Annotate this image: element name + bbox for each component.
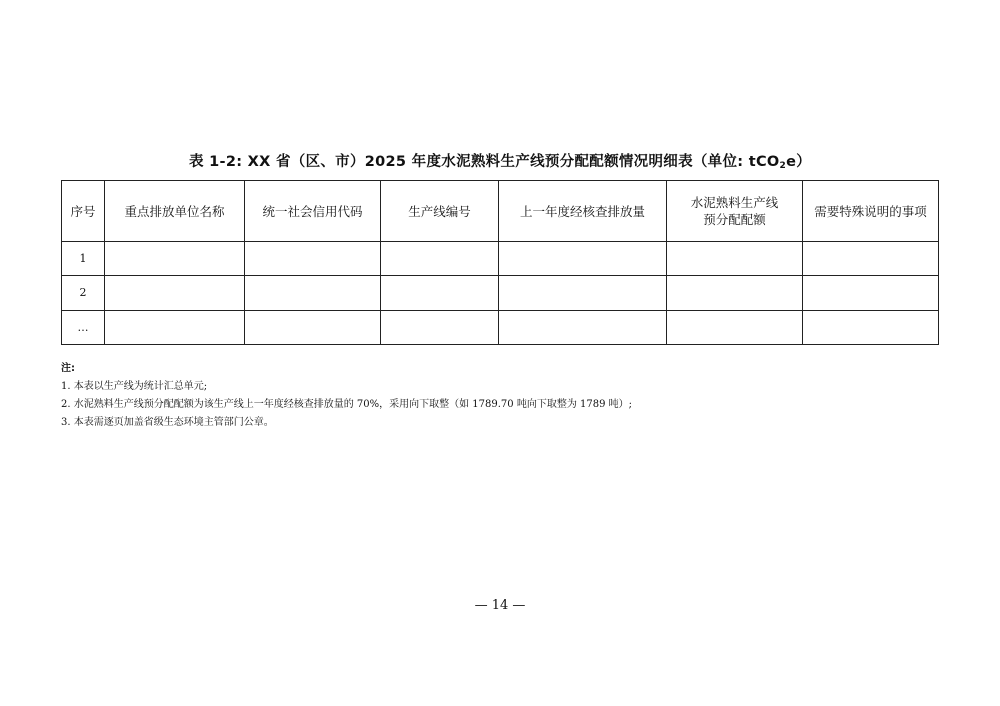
empty-cell — [245, 242, 381, 276]
empty-cell — [667, 242, 803, 276]
empty-cell — [499, 310, 667, 344]
row-index-cell: 2 — [62, 276, 105, 310]
table-header-row — [62, 181, 939, 242]
empty-cell — [803, 310, 939, 344]
table-title — [0, 150, 1000, 171]
table-row — [62, 276, 939, 310]
header-prior-emissions: 上一年度经核查排放量 — [499, 181, 667, 242]
empty-cell — [803, 276, 939, 310]
notes-section — [61, 360, 632, 432]
header-preallocated-quota: 水泥熟料生产线 预分配配额 — [667, 181, 803, 242]
page-number: — 14 — — [474, 598, 526, 613]
empty-cell — [499, 242, 667, 276]
table-row — [62, 310, 939, 344]
table-title-main: 表 1-2: XX 省（区、市）2025 年度水泥熟料生产线预分配配额情况明细表（单位: tCO — [188, 154, 780, 170]
table-title-subscript: 2 — [779, 161, 787, 171]
note-item: 3. 本表需逐页加盖省级生态环境主管部门公章。 — [61, 417, 274, 428]
empty-cell — [245, 310, 381, 344]
row-index-cell: 1 — [62, 242, 105, 276]
empty-cell — [105, 242, 245, 276]
table-title-tail: e） — [786, 154, 812, 170]
empty-cell — [381, 242, 499, 276]
empty-cell — [499, 276, 667, 310]
note-item: 2. 水泥熟料生产线预分配配额为该生产线上一年度经核查排放量的 70%，采用向下取整（如 1789.70 吨向下取整为 1789 吨）; — [61, 399, 633, 410]
table-row — [62, 242, 939, 276]
empty-cell — [105, 310, 245, 344]
allocation-table — [61, 180, 939, 345]
notes-label: 注: — [61, 363, 75, 374]
row-index-cell: … — [62, 310, 105, 344]
header-credit-code: 统一社会信用代码 — [245, 181, 381, 242]
empty-cell — [105, 276, 245, 310]
empty-cell — [667, 276, 803, 310]
note-item: 1. 本表以生产线为统计汇总单元; — [61, 381, 208, 392]
empty-cell — [245, 276, 381, 310]
header-entity-name: 重点排放单位名称 — [105, 181, 245, 242]
empty-cell — [667, 310, 803, 344]
header-index: 序号 — [62, 181, 105, 242]
empty-cell — [381, 310, 499, 344]
header-special-notes: 需要特殊说明的事项 — [803, 181, 939, 242]
empty-cell — [803, 242, 939, 276]
header-line-number: 生产线编号 — [381, 181, 499, 242]
empty-cell — [381, 276, 499, 310]
